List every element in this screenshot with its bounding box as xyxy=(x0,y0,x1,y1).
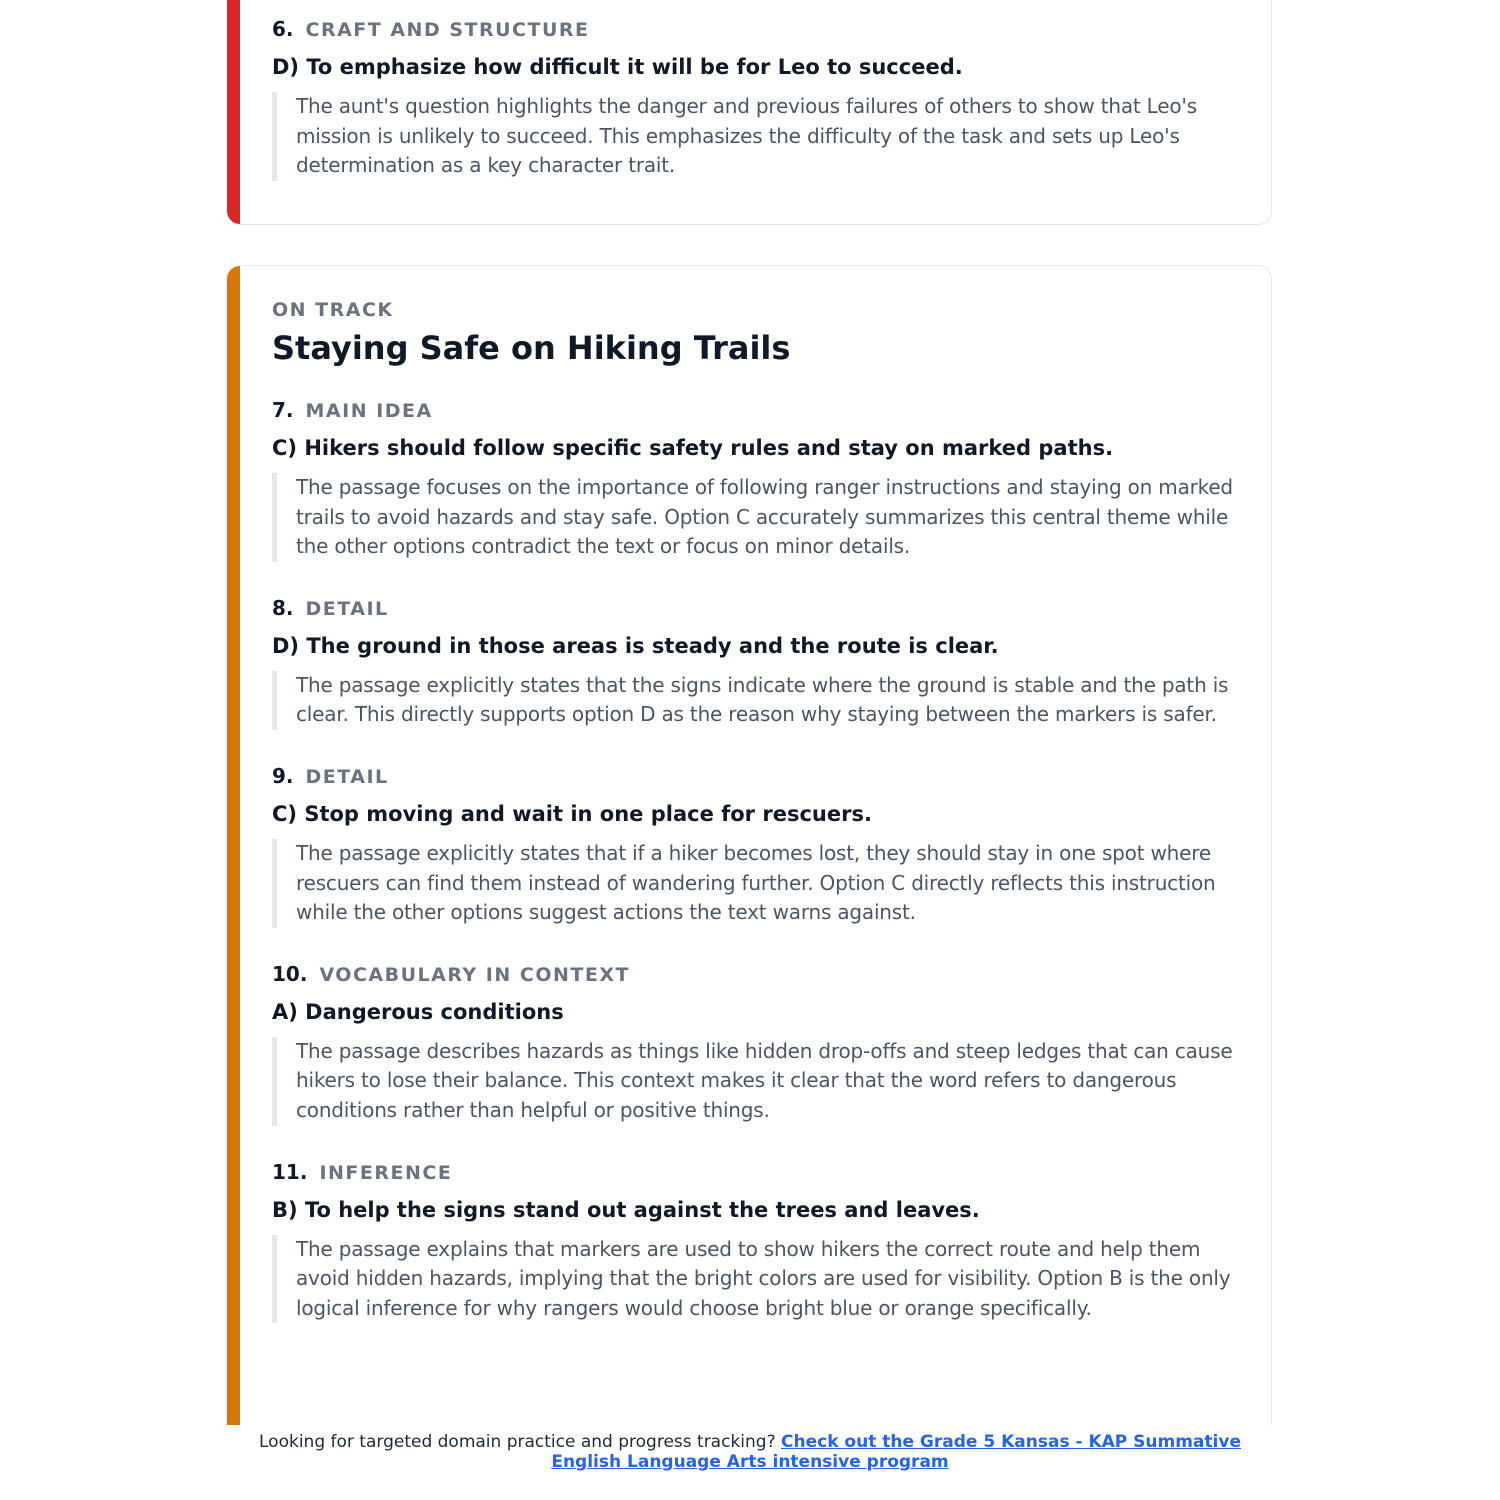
correct-answer: C) Hikers should follow specific safety rules and stay on marked paths. xyxy=(272,436,1114,460)
question-header xyxy=(272,397,1241,423)
card-content xyxy=(272,297,1241,1323)
question-header xyxy=(272,763,1241,789)
question-header xyxy=(272,1159,1241,1185)
correct-answer: D) The ground in those areas is steady and the route is clear. xyxy=(272,633,999,658)
correct-answer: D) To emphasize how difficult it will be for Leo to succeed. xyxy=(272,55,963,79)
footer-promo xyxy=(240,1432,1260,1472)
card-accent-bar xyxy=(227,266,240,1425)
answer-explanation: The passage explains that markers are used to show hikers the correct route and help them avoid hidden hazards, implying that the bright colors are used for visibility. Option B is the only logical inference for why rangers would choose bright blue or orange specifically. xyxy=(272,1235,1241,1324)
answer-explanation: The passage explicitly states that the signs indicate where the ground is stable and the path is clear. This directly supports option D as the reason why staying between the markers is safer. xyxy=(272,671,1241,730)
question-number: 11. xyxy=(272,1159,308,1184)
question-item xyxy=(272,763,1241,928)
previous-section-card xyxy=(226,0,1272,225)
question-item xyxy=(272,595,1241,730)
question-header xyxy=(272,16,1241,42)
answer-explanation: The passage focuses on the importance of following ranger instructions and staying on marked trails to avoid hazards and stay safe. Option C accurately summarizes this central theme while the other options contradict the text or focus on minor details. xyxy=(272,473,1241,562)
question-header xyxy=(272,961,1241,987)
question-header xyxy=(272,595,1241,621)
question-category: VOCABULARY IN CONTEXT xyxy=(319,963,630,986)
question-item xyxy=(272,961,1241,1126)
answer-explanation: The passage describes hazards as things like hidden drop-offs and steep ledges that can cause hikers to lose their balance. This context makes it clear that the word refers to dangerous conditions rather than helpful or positive things. xyxy=(272,1037,1241,1126)
question-category: MAIN IDEA xyxy=(305,400,433,422)
question-number: 6. xyxy=(272,17,294,41)
correct-answer: A) Dangerous conditions xyxy=(272,999,564,1024)
question-category: INFERENCE xyxy=(319,1161,453,1184)
program-link[interactable]: Check out the Grade 5 Kansas - KAP Summative English Language Arts intensive program xyxy=(551,1432,1241,1472)
question-number: 10. xyxy=(272,961,308,986)
question-number: 8. xyxy=(272,595,294,620)
question-category: CRAFT AND STRUCTURE xyxy=(305,19,590,41)
section-eyebrow: ON TRACK xyxy=(272,299,394,321)
section-title: Staying Safe on Hiking Trails xyxy=(272,329,791,367)
card-accent-bar xyxy=(227,0,240,224)
question-category: DETAIL xyxy=(305,765,389,788)
footer-text: Looking for targeted domain practice and progress tracking? xyxy=(259,1432,782,1452)
answer-explanation: The passage explicitly states that if a hiker becomes lost, they should stay in one spot where rescuers can find them instead of wandering further. Option C directly reflects this instruction while the other options suggest actions the text warns against. xyxy=(272,839,1241,928)
card-content xyxy=(272,16,1241,181)
question-number: 7. xyxy=(272,398,294,422)
section-card xyxy=(226,265,1272,1425)
question-item xyxy=(272,1159,1241,1324)
question-number: 9. xyxy=(272,763,294,788)
question-item xyxy=(272,16,1241,181)
question-item xyxy=(272,397,1241,562)
question-category: DETAIL xyxy=(305,597,389,620)
correct-answer: B) To help the signs stand out against the trees and leaves. xyxy=(272,1197,980,1222)
correct-answer: C) Stop moving and wait in one place for rescuers. xyxy=(272,801,872,826)
answer-explanation: The aunt's question highlights the danger and previous failures of others to show that Leo's mission is unlikely to succeed. This emphasizes the difficulty of the task and sets up Leo's determination as a key character trait. xyxy=(272,92,1241,181)
